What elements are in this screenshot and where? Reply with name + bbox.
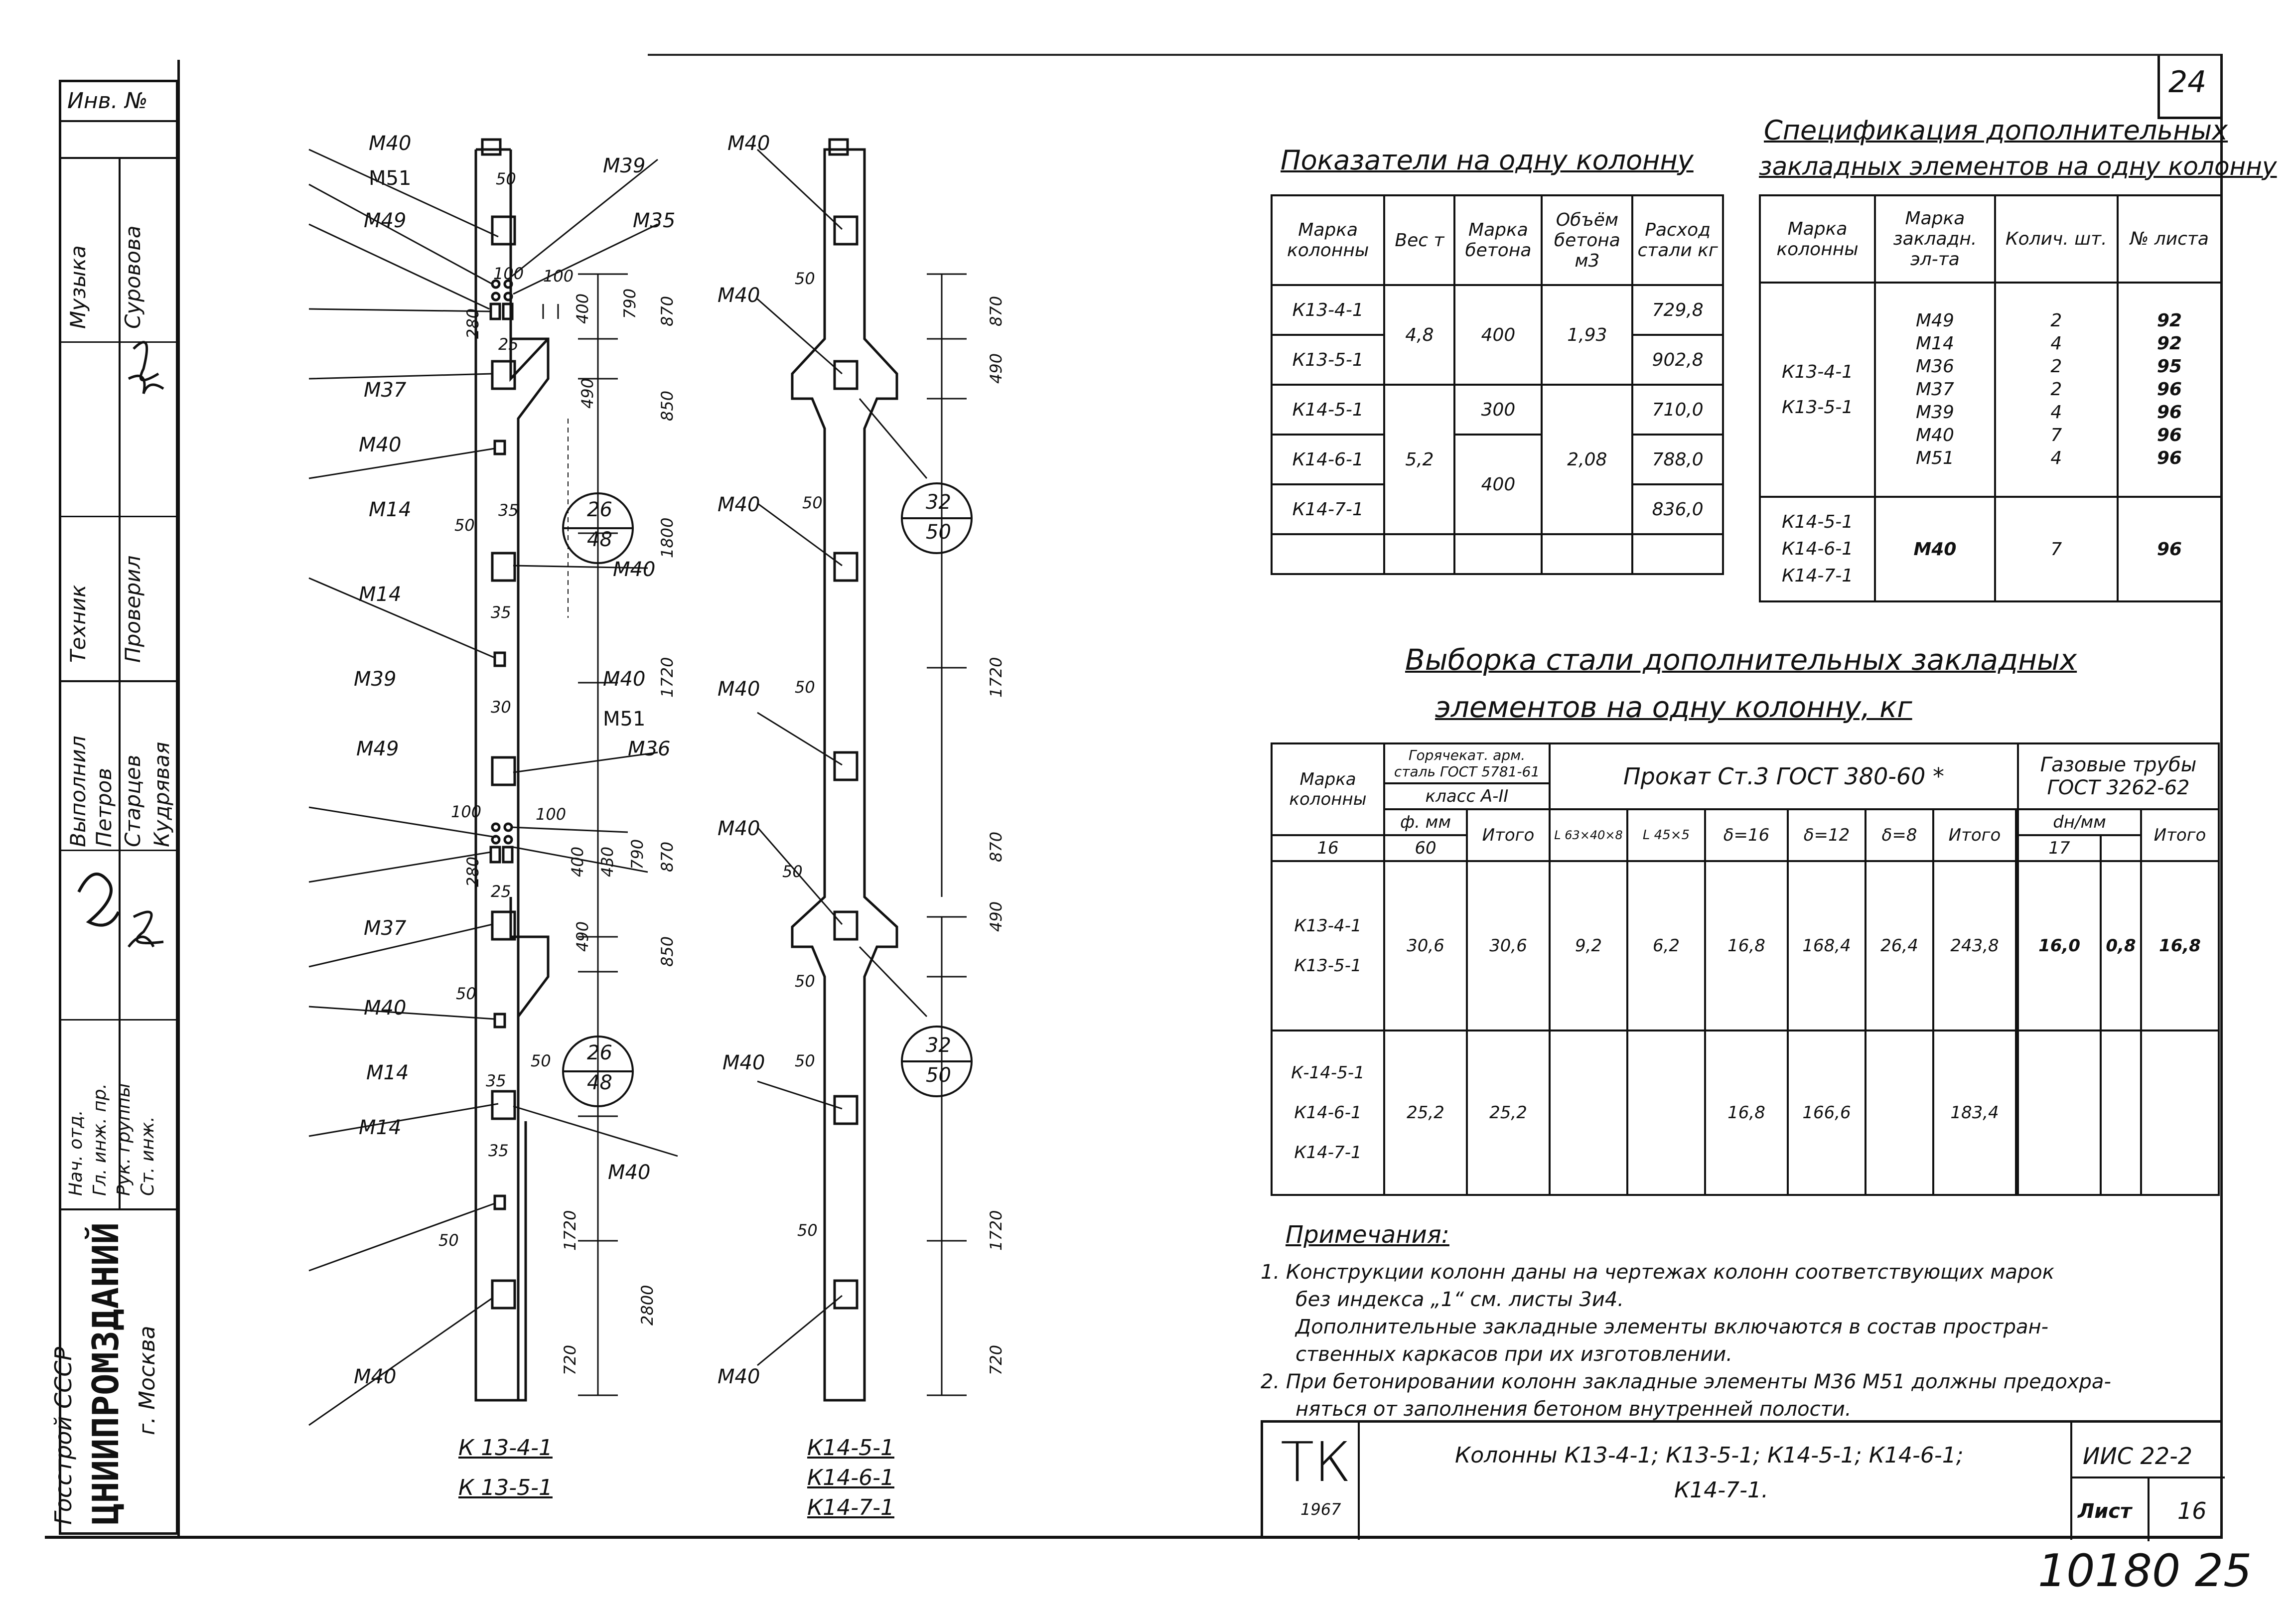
plate-m14-2 <box>495 653 505 666</box>
title-sheet-label: Лист <box>2078 1500 2132 1523</box>
k13-caption-0: К 13-4-1 <box>458 1435 553 1461</box>
title-sheet-no: 16 <box>2177 1497 2207 1524</box>
stamp-name-surovova: Суровова <box>121 225 145 329</box>
k13-label-right-1: М35 <box>633 209 676 232</box>
notes-title: Примечания: <box>1286 1221 1449 1249</box>
spec-group2-qty: 7 <box>1995 497 2118 601</box>
ind-r3-mark: К14-6-1 <box>1272 435 1384 484</box>
k14-sdim-5: 50 <box>797 1221 818 1240</box>
st-h-60: 60 <box>1384 835 1467 861</box>
stamp-name-tekhnik: Техник <box>66 585 90 663</box>
plate-m40-4 <box>492 757 515 785</box>
plate-m14-4 <box>495 1196 505 1209</box>
ind-r0-weight: 4,8 <box>1384 285 1454 385</box>
st-r2-marks: К-14-5-1 К14-6-1 К14-7-1 <box>1272 1031 1384 1195</box>
plate-m14-1 <box>495 441 505 454</box>
spec-group1-qty: 2 4 2 2 4 7 4 <box>1995 283 2118 497</box>
note-1d: ственных каркасов при их изготовлении. <box>1295 1343 1733 1366</box>
st-r1-c7: 243,8 <box>1933 861 2016 1031</box>
ind-h-mark: Марка колонны <box>1272 195 1384 285</box>
st-r1-c5: 168,4 <box>1788 861 1866 1031</box>
note-2a: 2. При бетонировании колонн закладные элементы М36 М51 должны предохра- <box>1261 1370 2111 1393</box>
plate-m40-3 <box>492 553 515 581</box>
plate-m40-7 <box>492 1281 515 1308</box>
k13-dim-12: 850 <box>658 936 677 967</box>
st-h-total2: Итого <box>1933 809 2016 861</box>
ind-h-steel: Расход стали кг <box>1632 195 1723 285</box>
frame-outer-top <box>648 54 2222 56</box>
k13-circle2-bottom: 48 <box>587 1071 612 1094</box>
st-h-pipes: Газовые трубы ГОСТ 3262-62 <box>2018 743 2219 809</box>
ind-r0-volume: 1,93 <box>1542 285 1632 385</box>
st-r2-c0: 25,2 <box>1384 1031 1467 1195</box>
ind-r2-weight: 5,2 <box>1384 385 1454 534</box>
column-drawing-k14 <box>727 120 1066 1525</box>
ind-r2-mark: К14-5-1 <box>1272 385 1384 435</box>
k13-label-right-6: М40 <box>608 1161 651 1184</box>
st-h-17: 17 <box>2018 835 2101 861</box>
stamp-name-vypolnil: Выполнил <box>66 736 90 847</box>
k13-dim-15: 720 <box>561 1344 579 1375</box>
ind-h-weight: Вес т <box>1384 195 1454 285</box>
spec-group1-sheet: 92 92 95 96 96 96 96 <box>2118 283 2221 497</box>
k13-dim-14: 2800 <box>638 1285 657 1325</box>
stamp-name-proveril: Проверил <box>121 555 145 663</box>
stamp-name-petrov: Петров <box>92 768 116 847</box>
k14-label-6: М40 <box>718 1365 760 1388</box>
signatures <box>59 319 178 1141</box>
k13-dim-7: 870 <box>658 841 677 872</box>
k13-sdim-16: 280 <box>463 308 482 339</box>
k13-dim-4: 850 <box>658 390 677 421</box>
k14-dim-3: 870 <box>987 831 1005 862</box>
indicators-title: Показатели на одну колонну <box>1281 145 1694 176</box>
st-h-d12: δ=12 <box>1788 809 1866 861</box>
k13-sdim-8: 100 <box>451 802 482 821</box>
st-r1-c2: 9,2 <box>1550 861 1627 1031</box>
note-1b: без индекса „1“ см. листы 3и4. <box>1295 1288 1624 1311</box>
st-r2-c4: 16,8 <box>1705 1031 1788 1195</box>
st-r1-marks: К13-4-1 К13-5-1 <box>1272 861 1384 1031</box>
ind-r2-steel: 710,0 <box>1632 385 1723 435</box>
k14-sdim-2: 50 <box>795 678 815 697</box>
k13-sdim-6: 35 <box>491 603 511 622</box>
k14-circle1-top: 32 <box>926 491 951 514</box>
spec-group1-els: М49 М14 М36 М37 М39 М40 М51 <box>1875 283 1995 497</box>
st-r2-c2 <box>1550 1031 1627 1195</box>
k14-dim-0: 870 <box>987 295 1005 326</box>
k13-dim-5: 1800 <box>658 517 677 558</box>
k13-dim-3: 490 <box>578 378 597 409</box>
st-r2-c9 <box>2101 1031 2141 1195</box>
ind-r1-steel: 902,8 <box>1632 335 1723 385</box>
k13-label-left-5: М14 <box>369 498 412 521</box>
k13-dim-8: 790 <box>628 839 647 870</box>
spec-group2-el: М40 <box>1875 497 1995 601</box>
k13-dim-9: 430 <box>598 846 617 877</box>
k13-dim-10: 400 <box>568 846 587 877</box>
stamp-role-nach: Нач. отд. <box>66 1110 86 1196</box>
plate-m14-3 <box>495 1014 505 1027</box>
org-main: ЦНИИПРОМЗДАНИЙ <box>85 1222 127 1525</box>
k13-label-left-11: М14 <box>366 1061 409 1084</box>
k14-label-1: М40 <box>718 284 760 307</box>
ind-h-volume: Объём бетона м3 <box>1542 195 1632 285</box>
k14-dim-5: 1720 <box>987 1210 1005 1251</box>
st-h-mark: Марка колонны <box>1272 743 1384 835</box>
ind-r4-steel: 836,0 <box>1632 484 1723 534</box>
k13-sdim-14: 35 <box>488 1141 509 1160</box>
k13-label-left-6: М14 <box>359 583 402 606</box>
st-r2-c3 <box>1627 1031 1705 1195</box>
k14-dim-1: 490 <box>987 353 1005 384</box>
k13-label-left-0: М40 <box>369 132 412 155</box>
k13-label-right-5: М36 <box>628 737 671 760</box>
note-2b: няться от заполнения бетоном внутренней полости. <box>1295 1398 1852 1421</box>
st-h-d16: δ=16 <box>1705 809 1788 861</box>
ind-r0-concrete: 400 <box>1454 285 1542 385</box>
page-number: 24 <box>2168 65 2207 100</box>
k14-sdim-1: 50 <box>802 493 823 512</box>
k13-sdim-0: 50 <box>496 169 516 188</box>
k13-sdim-3: 25 <box>498 335 519 354</box>
k13-label-right-0: М39 <box>603 154 646 177</box>
spec-group2-sheet: 96 <box>2118 497 2221 601</box>
k14-sdim-6: 50 <box>782 862 803 881</box>
k13-label-left-12: М14 <box>359 1116 402 1139</box>
st-r2-c6 <box>1866 1031 1933 1195</box>
stamp-name-kudryavaya: Кудрявая <box>149 741 174 847</box>
k13-dim-2: 400 <box>573 293 592 324</box>
k13-label-left-9: М37 <box>364 917 407 940</box>
spec-table <box>1759 194 2222 602</box>
note-1c: Дополнительные закладные элементы включаются в состав простран- <box>1295 1316 2049 1338</box>
spec-h-mark: Марка колонны <box>1760 195 1875 283</box>
stamp-name-startsev: Старцев <box>121 754 145 847</box>
st-r2-c10 <box>2141 1031 2219 1195</box>
stamp-name-muzyka: Музыка <box>66 245 90 329</box>
k13-sdim-9: 100 <box>536 805 567 824</box>
st-h-dn: dн/мм <box>2018 809 2141 835</box>
note-1a: 1. Конструкции колонн даны на чертежах колонн соответствующих марок <box>1261 1261 2054 1284</box>
st-h-hot: Горячекат. арм. сталь ГОСТ 5781-61 <box>1384 743 1550 783</box>
st-r2-c7: 183,4 <box>1933 1031 2016 1195</box>
k14-column-top-cap <box>830 140 848 154</box>
org-top: Госстрой СССР <box>50 1346 77 1525</box>
k14-circle1-bottom: 50 <box>926 521 951 544</box>
column-top-cap <box>482 140 500 154</box>
k13-dim-1: 790 <box>620 288 639 319</box>
k13-label-left-3: М37 <box>364 379 407 402</box>
title-series: ИИС 22-2 <box>2083 1443 2192 1470</box>
k13-label-left-13: М40 <box>354 1365 397 1388</box>
title-tk: ТК <box>1281 1430 1351 1494</box>
k13-sdim-4: 35 <box>498 501 519 520</box>
k13-dim-13: 1720 <box>561 1210 579 1251</box>
st-r2-c8 <box>2018 1031 2101 1195</box>
st-r1-c9: 0,8 <box>2101 861 2141 1031</box>
k13-circle1-bottom: 48 <box>587 528 612 551</box>
ind-r0-steel: 729,8 <box>1632 285 1723 335</box>
ind-h-concrete: Марка бетона <box>1454 195 1542 285</box>
ind-r2-concrete: 300 <box>1454 385 1542 435</box>
k14-dim-6: 720 <box>987 1344 1005 1375</box>
st-r1-c6: 26,4 <box>1866 861 1933 1031</box>
st-h-total3: Итого <box>2141 809 2219 861</box>
org-city: г. Москва <box>135 1325 160 1435</box>
k13-label-left-7: М39 <box>354 668 397 691</box>
spec-title-1: Спецификация дополнительных <box>1764 115 2228 146</box>
title-line-2: К14-7-1. <box>1674 1477 1768 1503</box>
k13-circle2-top: 26 <box>587 1041 612 1064</box>
title-line-1: Колонны К13-4-1; К13-5-1; К14-5-1; К14-6-1; <box>1455 1443 1964 1468</box>
k13-sdim-1: 100 <box>493 264 524 283</box>
k14-sdim-3: 50 <box>795 972 815 991</box>
st-h-l2: L 45×5 <box>1627 809 1705 861</box>
k13-label-left-1: М51 <box>369 167 412 190</box>
st-r1-c0: 30,6 <box>1384 861 1467 1031</box>
k13-sdim-5: 50 <box>454 516 475 535</box>
steel-title-2: элементов на одну колонну, кг <box>1435 690 1912 724</box>
k14-label-0: М40 <box>727 132 770 155</box>
st-h-16: 16 <box>1272 835 1384 861</box>
stamp-role-st: Ст. инж. <box>138 1116 158 1196</box>
ind-r0-mark: К13-4-1 <box>1272 285 1384 335</box>
k13-sdim-15: 50 <box>438 1231 459 1250</box>
k14-circle2-bottom: 50 <box>926 1064 951 1087</box>
st-r1-c10: 16,8 <box>2141 861 2219 1031</box>
indicators-table <box>1271 194 1724 575</box>
st-r2-c1: 25,2 <box>1467 1031 1550 1195</box>
st-h-hot-d: ф. мм <box>1384 809 1467 835</box>
k13-sdim-7: 30 <box>491 698 511 717</box>
k13-sdim-2: 100 <box>543 267 574 286</box>
k14-sdim-0: 50 <box>795 269 815 288</box>
k14-caption-0: К14-5-1 <box>807 1435 894 1461</box>
title-year: 1967 <box>1300 1500 1341 1519</box>
st-h-l1: L 63×40×8 <box>1550 809 1627 861</box>
k13-label-left-8: М49 <box>356 737 399 760</box>
k13-caption-1: К 13-5-1 <box>458 1475 553 1500</box>
spec-title-2: закладных элементов на одну колонну <box>1759 152 2277 181</box>
k13-sdim-10: 25 <box>491 882 511 901</box>
spec-group2-marks: К14-5-1 К14-6-1 К14-7-1 <box>1760 497 1875 601</box>
ind-r3-steel: 788,0 <box>1632 435 1723 484</box>
k13-dim-6: 1720 <box>658 657 677 698</box>
k14-label-4: М40 <box>718 817 760 840</box>
k13-label-right-4: М51 <box>603 708 646 731</box>
st-r1-c8: 16,0 <box>2018 861 2101 1031</box>
steel-table <box>1271 742 2220 1196</box>
st-r2-c5: 166,6 <box>1788 1031 1866 1195</box>
st-h-d8: δ=8 <box>1866 809 1933 861</box>
k13-label-left-4: М40 <box>359 434 402 456</box>
k14-dim-2: 1720 <box>987 657 1005 698</box>
st-h-hot-class: класс А-II <box>1384 783 1550 809</box>
k13-circle1-top: 26 <box>587 498 612 521</box>
k13-sdim-11: 50 <box>456 984 476 1003</box>
plate-m40-6 <box>492 1091 515 1119</box>
stamp-role-gl: Гл. инж. пр. <box>90 1083 110 1196</box>
steel-title-1: Выборка стали дополнительных закладных <box>1405 643 2077 677</box>
k13-label-right-2: М40 <box>613 558 656 581</box>
k13-dim-0: 870 <box>658 295 677 326</box>
k14-caption-1: К14-6-1 <box>807 1465 894 1490</box>
k13-sdim-12: 50 <box>531 1051 551 1070</box>
ind-r4-mark: К14-7-1 <box>1272 484 1384 534</box>
k14-dim-4: 490 <box>987 901 1005 932</box>
k14-circle2-top: 32 <box>926 1034 951 1057</box>
spec-h-el: Марка закладн. эл-та <box>1875 195 1995 283</box>
k13-sdim-13: 35 <box>486 1071 506 1090</box>
k13-label-left-10: М40 <box>364 997 407 1020</box>
st-r1-c3: 6,2 <box>1627 861 1705 1031</box>
stamp-role-ruk: Рук. группы <box>114 1083 134 1196</box>
spec-h-sheet: № листа <box>2118 195 2221 283</box>
inv-label: Инв. № <box>67 88 148 114</box>
ind-r1-mark: К13-5-1 <box>1272 335 1384 385</box>
spec-h-qty: Колич. шт. <box>1995 195 2118 283</box>
ind-r2-volume: 2,08 <box>1542 385 1632 534</box>
spec-group1-marks: К13-4-1 К13-5-1 <box>1760 283 1875 497</box>
k13-dim-11: 490 <box>573 921 592 952</box>
k14-label-3: М40 <box>718 678 760 701</box>
ind-r3-concrete: 400 <box>1454 435 1542 534</box>
st-r1-c4: 16,8 <box>1705 861 1788 1031</box>
bottom-number: 10180 25 <box>2038 1545 2252 1597</box>
k13-label-left-2: М49 <box>364 209 407 232</box>
k13-sdim-17: 280 <box>463 856 482 887</box>
k14-sdim-4: 50 <box>795 1051 815 1070</box>
k14-label-2: М40 <box>718 493 760 516</box>
st-r1-c1: 30,6 <box>1467 861 1550 1031</box>
st-h-prokat: Прокат Ст.3 ГОСТ 380-60 * <box>1550 743 2018 809</box>
k14-caption-2: К14-7-1 <box>807 1495 894 1520</box>
k13-label-right-3: М40 <box>603 668 646 691</box>
st-h-total1: Итого <box>1467 809 1550 861</box>
k14-label-5: М40 <box>722 1051 765 1074</box>
